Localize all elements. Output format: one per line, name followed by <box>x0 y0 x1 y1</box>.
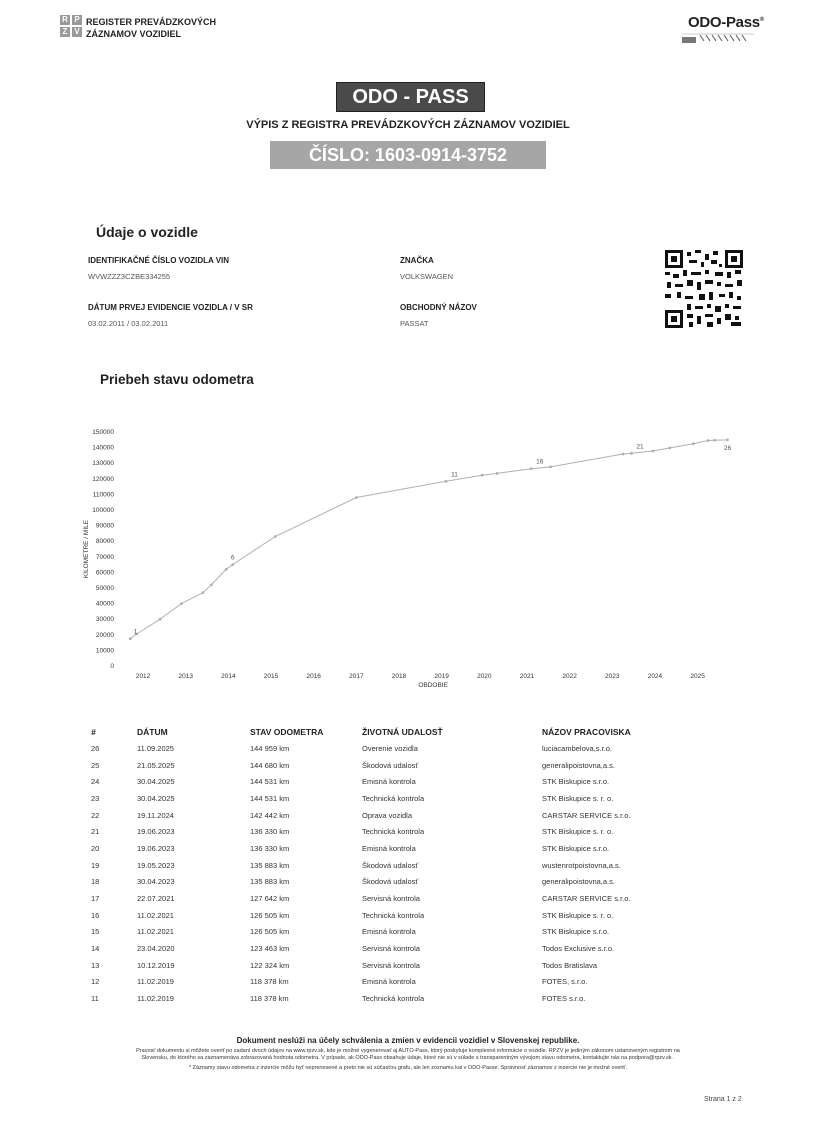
cell-workplace: generalipoistovna,a.s. <box>542 877 615 887</box>
table-row <box>86 807 766 824</box>
x-tick-label: 2023 <box>605 673 620 680</box>
y-tick-label: 130000 <box>92 460 114 468</box>
point-label: 16 <box>536 458 544 466</box>
data-point <box>668 447 671 450</box>
cell-event: Technická kontrola <box>362 994 425 1004</box>
x-tick-label: 2015 <box>263 673 279 680</box>
y-tick-label: 140000 <box>92 444 114 452</box>
y-tick-label: 10000 <box>95 647 114 655</box>
cell-number: 18 <box>91 877 100 887</box>
cell-date: 11.02.2019 <box>137 977 174 987</box>
cell-number: 13 <box>91 960 100 970</box>
table-row <box>86 990 766 1007</box>
cell-workplace: FOTES, s.r.o. <box>542 977 588 987</box>
x-tick-label: 2013 <box>178 673 193 680</box>
data-point <box>651 450 654 453</box>
cell-number: 14 <box>91 944 100 954</box>
cell-odometer: 136 330 km <box>250 843 290 853</box>
cell-workplace: Todos Bratislava <box>542 960 598 970</box>
data-point <box>231 563 234 566</box>
y-tick-label: 80000 <box>95 538 114 546</box>
document-subtitle: VÝPIS Z REGISTRA PREVÁDZKOVÝCH ZÁZNAMOV VOZIDIEL <box>246 119 570 131</box>
y-tick-label: 50000 <box>95 585 114 592</box>
model-value: PASSAT <box>400 319 429 328</box>
cell-number: 17 <box>91 894 100 904</box>
footer-verification-text <box>58 1048 758 1062</box>
cell-date: 11.02.2019 <box>137 994 174 1004</box>
cell-workplace: FOTES s.r.o. <box>542 994 586 1004</box>
org-name-line1: REGISTER PREVÁDZKOVÝCH <box>86 17 217 27</box>
cell-odometer: 127 642 km <box>250 894 290 904</box>
footer-verification-line1: Pravosť dokumentu si môžete overiť po zadaní dvoch údajov na www.rpzv.sk, kde je možné vygenerovať aj AUTO-Pass, ktorý poskytuje komplexné informácie o vozidle. RPZV je jediným zákonom ustanoveným registrom na <box>136 1048 680 1054</box>
cell-workplace: STK Biskupice s. r. o. <box>542 793 614 803</box>
y-tick-label: 120000 <box>92 475 114 483</box>
model-label: OBCHODNÝ NÁZOV <box>400 303 477 312</box>
x-axis-label: OBDOBIE <box>418 682 448 689</box>
table-row <box>86 890 766 907</box>
org-name <box>86 16 246 40</box>
footer-disclaimer: Dokument neslúži na účely schválenia a zmien v evidencii vozidiel v Slovenskej republike. <box>236 1036 580 1045</box>
y-tick-label: 40000 <box>95 600 114 608</box>
x-tick-label: 2022 <box>562 673 577 680</box>
first-registration-value: 03.02.2011 / 03.02.2011 <box>88 319 169 328</box>
cell-odometer: 136 330 km <box>250 827 290 837</box>
cell-date: 11.09.2025 <box>137 743 174 753</box>
chart-heading: Priebeh stavu odometra <box>100 372 254 387</box>
qr-code-icon <box>665 250 743 328</box>
point-label: 11 <box>451 471 458 479</box>
table-body <box>86 740 766 1007</box>
point-label: 21 <box>636 443 644 451</box>
cell-workplace: STK Biskupice s.r.o. <box>542 927 610 937</box>
odometer-chart <box>80 420 740 695</box>
cell-odometer: 126 505 km <box>250 910 290 920</box>
point-label: 6 <box>230 554 235 562</box>
data-point <box>180 602 183 605</box>
brand-text: ODO-Pass <box>688 14 760 31</box>
x-tick-label: 2019 <box>434 673 449 680</box>
cell-number: 15 <box>91 927 100 937</box>
table-row <box>86 940 766 957</box>
y-tick-label: 110000 <box>92 491 114 499</box>
logo-letter-p: P <box>72 15 82 25</box>
cell-event: Emisná kontrola <box>362 843 416 853</box>
table-row <box>86 790 766 807</box>
table-row <box>86 857 766 874</box>
cell-workplace: STK Biskupice s. r. o. <box>542 910 614 920</box>
data-point <box>622 453 625 456</box>
rpzv-logo <box>60 15 82 37</box>
cell-odometer: 118 378 km <box>250 994 289 1004</box>
cell-odometer: 123 463 km <box>250 944 290 954</box>
odometer-deco-icon <box>680 31 756 45</box>
table-header <box>86 724 766 740</box>
cell-event: Škodová udalosť <box>362 860 419 870</box>
vin-value: WVWZZZ3CZBE334255 <box>88 272 171 281</box>
cell-event: Škodová udalosť <box>362 760 419 770</box>
table-row <box>86 757 766 774</box>
table-row <box>86 840 766 857</box>
logo-letter-z: Z <box>60 27 70 37</box>
table-row <box>86 907 766 924</box>
cell-date: 23.04.2020 <box>137 944 175 954</box>
table-row <box>86 957 766 974</box>
x-tick-label: 2020 <box>477 673 492 680</box>
data-point <box>726 438 729 441</box>
x-tick-label: 2025 <box>690 673 705 680</box>
cell-odometer: 144 531 km <box>250 777 290 787</box>
odo-pass-brand <box>688 14 764 31</box>
vehicle-heading: Údaje o vozidle <box>96 224 198 240</box>
table-row <box>86 924 766 941</box>
x-tick-label: 2018 <box>391 673 407 680</box>
cell-workplace: luciacambelova,s.r.o. <box>542 743 613 753</box>
cell-event: Emisná kontrola <box>362 777 416 787</box>
y-tick-label: 0 <box>110 663 114 670</box>
data-point <box>496 472 499 475</box>
cell-date: 19.11.2024 <box>137 810 174 820</box>
cell-number: 22 <box>91 810 100 820</box>
data-point <box>692 442 695 445</box>
document-number: ČÍSLO: 1603-0914-3752 <box>270 141 546 169</box>
x-tick-label: 2024 <box>647 673 663 680</box>
data-point <box>549 465 552 468</box>
cell-odometer: 144 680 km <box>250 760 290 770</box>
col-header-number: # <box>91 727 96 737</box>
data-point <box>707 439 710 442</box>
logo-letter-r: R <box>60 15 70 25</box>
vin-label: IDENTIFIKAČNÉ ČÍSLO VOZIDLA VIN <box>88 256 230 265</box>
first-registration-label: DÁTUM PRVEJ EVIDENCIE VOZIDLA / V SR <box>88 303 253 312</box>
table-row <box>86 740 766 757</box>
cell-number: 23 <box>91 793 100 803</box>
cell-date: 11.02.2021 <box>137 910 174 920</box>
odo-pass-banner: ODO - PASS <box>336 82 485 112</box>
cell-odometer: 144 531 km <box>250 793 290 803</box>
data-point <box>355 496 358 499</box>
cell-event: Servisná kontrola <box>362 960 420 970</box>
cell-date: 22.07.2021 <box>137 894 175 904</box>
cell-odometer: 144 959 km <box>250 743 290 753</box>
x-tick-label: 2021 <box>519 673 535 680</box>
cell-number: 20 <box>91 843 100 853</box>
x-tick-label: 2016 <box>306 673 321 680</box>
cell-event: Servisná kontrola <box>362 944 420 954</box>
cell-odometer: 126 505 km <box>250 927 290 937</box>
odometer-line <box>130 440 727 639</box>
data-point <box>159 618 162 621</box>
table-row <box>86 823 766 840</box>
cell-date: 21.05.2025 <box>137 760 175 770</box>
cell-event: Škodová udalosť <box>362 877 419 887</box>
cell-date: 10.12.2019 <box>137 960 175 970</box>
cell-date: 30.04.2025 <box>137 793 175 803</box>
y-tick-label: 60000 <box>95 569 114 577</box>
data-point <box>274 535 277 538</box>
data-point <box>445 480 448 483</box>
table-row <box>86 773 766 790</box>
cell-date: 30.04.2025 <box>137 777 175 787</box>
cell-odometer: 135 883 km <box>250 860 290 870</box>
col-header-workplace: NÁZOV PRACOVISKA <box>542 727 631 737</box>
cell-event: Technická kontrola <box>362 827 425 837</box>
y-tick-label: 150000 <box>92 429 114 436</box>
cell-odometer: 142 442 km <box>250 810 290 820</box>
y-tick-label: 70000 <box>95 553 114 561</box>
footer-verification-line2: Slovensku, do ktorého sa zaznamenáva zobrazovaná hodnota odometra. V prípade, ak ODO-Pass obsahuje údaje, ktoré nie sú v súlade s transparentným vývojom stavu odometra, kontaktujte nás na podpora@rpzv.sk . <box>141 1055 675 1061</box>
point-label: 1 <box>133 628 138 636</box>
col-header-date: DÁTUM <box>137 727 168 737</box>
data-point <box>630 452 633 455</box>
cell-workplace: STK Biskupice s. r. o. <box>542 827 614 837</box>
cell-odometer: 122 324 km <box>250 960 290 970</box>
cell-workplace: Todos Exclusive s.r.o. <box>542 944 615 954</box>
cell-event: Oprava vozidla <box>362 810 413 820</box>
x-tick-label: 2012 <box>135 673 151 680</box>
cell-odometer: 135 883 km <box>250 877 290 887</box>
y-tick-label: 30000 <box>95 616 114 624</box>
footer-note: * Záznamy stavu odometra z inzercie môžu byť neprenesené a preto nie sú súčasťou grafu, ale len zoznamu kai v ODO-Passe. Správnosť záznamov z inzercie nie je možné overiť. <box>188 1065 628 1071</box>
y-tick-label: 20000 <box>95 631 114 639</box>
cell-event: Emisná kontrola <box>362 927 416 937</box>
cell-number: 26 <box>91 743 100 753</box>
cell-date: 19.06.2023 <box>137 843 175 853</box>
cell-event: Servisná kontrola <box>362 894 420 904</box>
cell-event: Technická kontrola <box>362 910 425 920</box>
x-tick-label: 2014 <box>221 673 236 680</box>
cell-number: 12 <box>91 977 100 987</box>
brand-label: ZNAČKA <box>400 256 434 265</box>
y-tick-label: 90000 <box>95 522 114 530</box>
cell-date: 19.05.2023 <box>137 860 175 870</box>
records-table <box>86 724 766 1007</box>
data-point <box>481 474 484 477</box>
cell-number: 21 <box>91 827 100 837</box>
cell-date: 30.04.2023 <box>137 877 175 887</box>
cell-workplace: CARSTAR SERVICE s.r.o. <box>542 810 631 820</box>
brand-reg: ® <box>759 17 764 23</box>
cell-date: 11.02.2021 <box>137 927 174 937</box>
col-header-odometer: STAV ODOMETRA <box>250 727 324 737</box>
cell-event: Overenie vozidla <box>362 743 418 753</box>
cell-workplace: CARSTAR SERVICE s.r.o. <box>542 894 631 904</box>
y-tick-label: 100000 <box>92 507 114 514</box>
table-row <box>86 974 766 991</box>
cell-number: 24 <box>91 777 100 787</box>
cell-workplace: wustenrotpoistovna,a.s. <box>542 860 621 870</box>
cell-number: 19 <box>91 860 100 870</box>
table-row <box>86 874 766 891</box>
cell-workplace: STK Biskupice s.r.o. <box>542 777 610 787</box>
point-label: 26 <box>723 444 732 452</box>
cell-workplace: generalipoistovna,a.s. <box>542 760 615 770</box>
data-point <box>713 439 716 442</box>
x-tick-label: 2017 <box>349 673 364 680</box>
data-point <box>201 591 204 594</box>
org-name-line2: ZÁZNAMOV VOZIDIEL <box>86 29 181 39</box>
col-header-event: ŽIVOTNÁ UDALOSŤ <box>362 727 443 737</box>
data-point <box>129 637 132 640</box>
cell-date: 19.06.2023 <box>137 827 175 837</box>
cell-number: 11 <box>91 994 99 1004</box>
page-number: Strana 1 z 2 <box>704 1096 742 1103</box>
cell-event: Emisná kontrola <box>362 977 416 987</box>
data-point <box>530 467 533 470</box>
cell-odometer: 118 378 km <box>250 977 289 987</box>
logo-letter-v: V <box>72 27 82 37</box>
brand-value: VOLKSWAGEN <box>400 272 454 281</box>
cell-number: 25 <box>91 760 100 770</box>
cell-number: 16 <box>91 910 100 920</box>
data-point <box>225 568 228 571</box>
cell-event: Technická kontrola <box>362 793 425 803</box>
data-point <box>210 583 213 586</box>
y-axis-label: KILOMETRE / MILE <box>83 519 90 579</box>
cell-workplace: STK Biskupice s.r.o. <box>542 843 610 853</box>
